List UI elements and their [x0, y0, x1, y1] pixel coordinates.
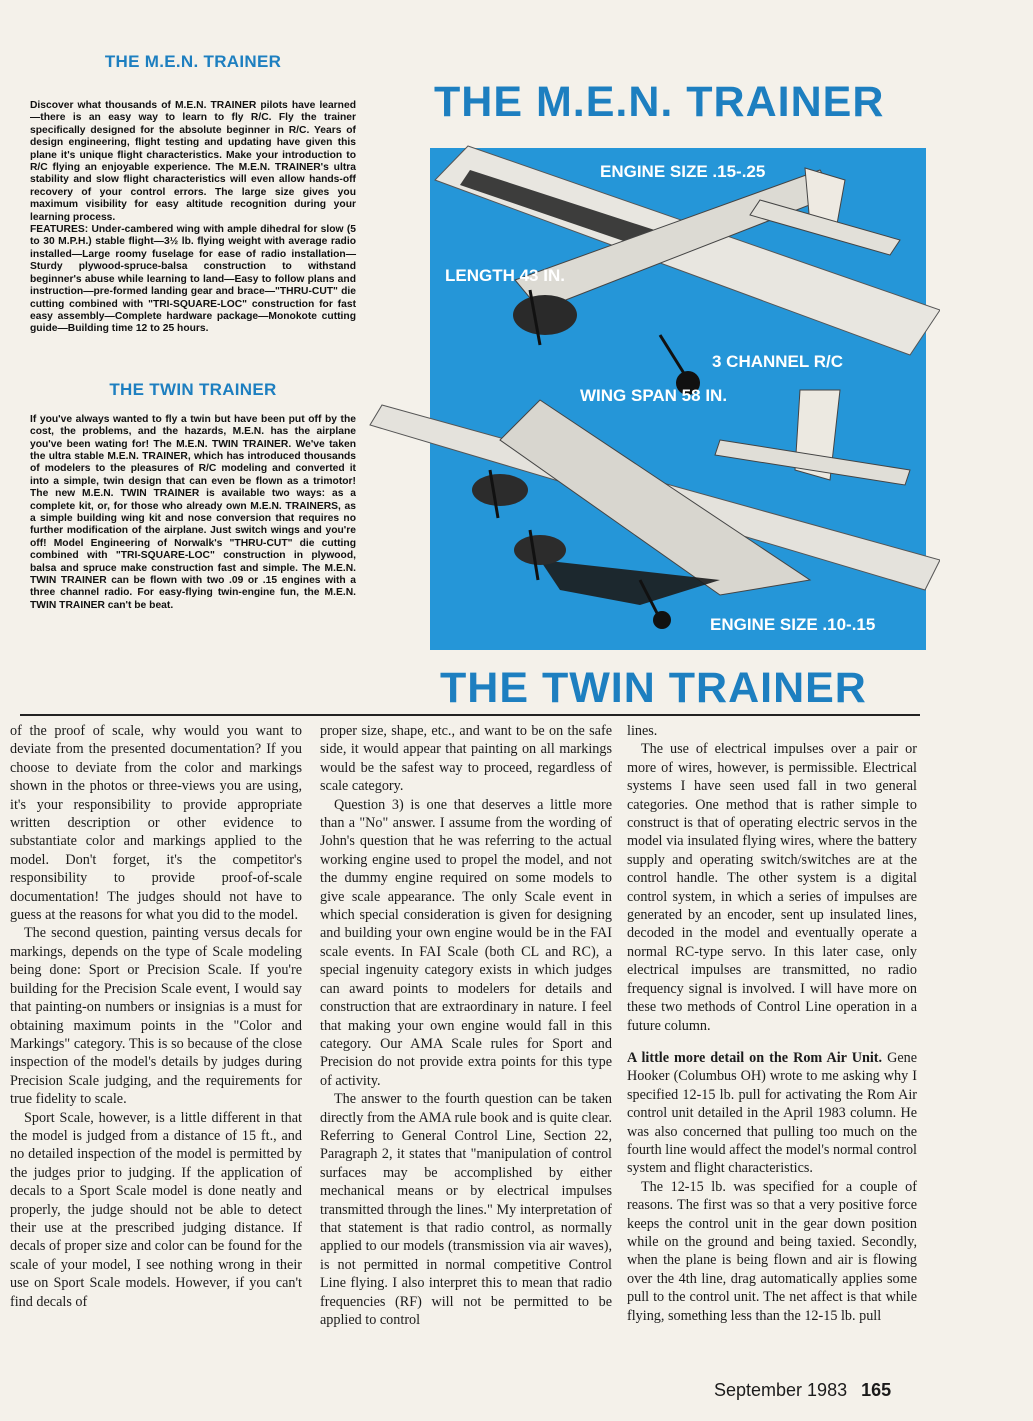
paragraph: The second question, painting versus decals for markings, depends on the type of Scale modeling being done: Sport or Precision Scale. If you're building for the Precision Scale event, I would say that painting-on numbers or insignias is a must for obtaining maximum points in the "Color and Markings" category. This is so because of the close inspection of the model's details by judges during Precision Scale judging, and the requirements for true fidelity to scale.	[10, 925, 302, 1108]
spec-length: LENGTH 43 IN.	[445, 266, 565, 285]
article-column-3	[627, 722, 917, 1325]
ad-title-twin: THE TWIN TRAINER	[440, 664, 867, 712]
article-column-1	[10, 722, 302, 1311]
spec-channels: 3 CHANNEL R/C	[712, 352, 843, 371]
ad-body-twin	[30, 414, 356, 613]
spec-engine-size-trainer: ENGINE SIZE .15-.25	[600, 162, 766, 181]
paragraph: The 12-15 lb. was specified for a couple of reasons. The first was so that a very positive force keeps the control unit in the gear down position while on the ground and being taxied. Secondly, when the plane is being flown and air is flowing over the 4th line, drag automatically applies some pull to the control unit. The net affect is that while flying, something less than the 12-15 lb. pull	[627, 1178, 917, 1324]
twin-trainer-airplane-image	[370, 390, 940, 629]
issue-date: September 1983	[714, 1380, 848, 1400]
ad-body-trainer	[30, 100, 356, 336]
section-subhead: A little more detail on the Rom Air Unit.	[627, 1049, 883, 1066]
paragraph: proper size, shape, etc., and want to be on the safe side, it would appear that painting on all markings would be the safest way to proceed, regardless of scale category.	[320, 723, 612, 795]
page-footer	[714, 1380, 891, 1401]
paragraph: The use of electrical impulses over a pair or more of wires, however, is permissible. Electrical systems I have seen used fall in two general categories. One method that is rather simple to construct is that of operating electric servos in the model via insulated flying wires, where the battery supply and operating switch/switches are at the control handle. The other system is a digital control system, in which a series of impulses are generated by an encoder, sent up insulated lines, decoded in the model and eventually operate a normal RC-type servo. In this later case, only electrical impulses are transmitted, no radio frequency signal is involved. I will have more on these two methods of Control Line operation in a future column.	[627, 741, 917, 1034]
ad-trainer-description: Discover what thousands of M.E.N. TRAINER pilots have learned—there is an easy way to learn to fly R/C. Fly the trainer specifically designed for the absolute beginner in R/C. Years of design engineering, flight testing and updating have given this plane it's unique flight characteristics. Make your introduction to R/C flying an enjoyable experience. The M.E.N. TRAINER's ultra stability and slow flight characteristics will even allow hands-off recovery of your control errors. The large size gives you maximum visibility for easy altitude recognition during your learning process.	[30, 100, 356, 223]
ad-text-column	[30, 52, 356, 612]
ad-twin-description: If you've always wanted to fly a twin but have been put off by the cost, the problems, and the hazards, M.E.N. has the airplane you've been wating for! The M.E.N. TWIN TRAINER. We've taken the ultra stable M.E.N. TRAINER, which has introduced thousands of modelers to the pleasures of R/C modeling and converted it into a simple, twin design that can even be flown as a trimotor! The new M.E.N. TWIN TRAINER is available two ways: as a complete kit, or, for those who already own M.E.N. TRAINERS, as a simple building wing kit and nose conversion that requires no further modification of the airplane. Just switch wings and you're off! Model Engineering of Norwalk's "THRU-CUT" die cutting combined with "TRI-SQUARE-LOC" construction in plywood, balsa and spruce make construction fast and simple. The M.E.N. TWIN TRAINER can be flown with two .09 or .15 engines with a three channel radio. For easy-flying twin-engine fun, the M.E.N. TWIN TRAINER can't be beat.	[30, 413, 356, 611]
spec-engine-size-twin: ENGINE SIZE .10-.15	[710, 615, 876, 634]
section-divider	[20, 714, 920, 716]
ad-heading-trainer: THE M.E.N. TRAINER	[104, 52, 282, 71]
paragraph: The answer to the fourth question can be taken directly from the AMA rule book and is quite clear. Referring to General Control Line, Section 22, Paragraph 2, it states that "manipulation of control surfaces may be accomplished by either mechanical means or by electrical impulses transmitted through the lines." My interpretation of that statement is that radio control, as normally applied to our models (transmission via air waves), is not permitted in normal competitive Control Line flying. I also interpret this to mean that radio frequencies (RF) will not be permitted to be applied to control	[320, 1091, 612, 1328]
paragraph: Question 3) is one that deserves a little more than a "No" answer. I assume from the wording of John's question that he was referring to the actual working engine used to propel the model, and not the dummy engine required on some models to give scale appearance. The only Scale event in which special consideration is given for designing and building your own engine would be in the FAI scale events. In FAI Scale (both CL and RC), a special ingenuity category exists in which judges can award points to modelers for details and construction that are extraordinary in nature. I feel that making your own engine would fall in this category. Our AMA Scale rules for Sport and Precision do not provide extra points for this type of activity.	[320, 796, 612, 1089]
paragraph: lines.	[627, 723, 658, 739]
paragraph: of the proof of scale, why would you want to deviate from the presented documentation? If you choose to deviate from the color and markings shown in the photos or three-views you are using, it's your responsibility to provide appropriate written description or other evidence to substantiate color and markings applied to the model. Don't forget, it's the competitor's responsibility to provide proof-of-scale documentation! The judges should not have to guess at the reasons for what you did to the model.	[10, 723, 302, 924]
ad-trainer-features: FEATURES: Under-cambered wing with ample dihedral for slow (5 to 30 M.P.H.) stable flight—3½ lb. flying weight with average radio installed—Large roomy fuselage for ease of radio installation—Sturdy plywood-spruce-balsa construction to withstand beginner's abuse while learning to land—Easy to follow plans and instruction—pre-formed landing gear and brace—"THRU-CUT" die cutting combined with "TRI-SQUARE-LOC" construction for fast easy assembly—Complete hardware package—Monokote cutting guide—Building time 12 to 25 hours.	[30, 224, 356, 335]
paragraph-with-subhead	[627, 1049, 917, 1178]
spec-wingspan: WING SPAN 58 IN.	[580, 386, 728, 405]
page-number: 165	[861, 1380, 892, 1400]
ad-title-trainer: THE M.E.N. TRAINER	[434, 78, 885, 126]
paragraph-text: Gene Hooker (Columbus OH) wrote to me asking why I specified 12-15 lb. pull for activating the Rom Air control unit detailed in the April 1983 column. He was also concerned that pulling too much on the fourth line would affect the model's normal control system and flight characteristics.	[627, 1049, 918, 1177]
ad-heading-twin: THE TWIN TRAINER	[109, 379, 277, 399]
article-column-2	[320, 722, 612, 1329]
paragraph: Sport Scale, however, is a little different in that the model is judged from a distance of 15 ft., and no detailed inspection of the model is permitted by the judges prior to judging. If the application of decals to a Sport Scale model is done neatly and properly, the judge should not be able to detect their use at the prescribed judging distance. If decals of proper size and color can be found for the scale of your model, I see nothing wrong in their use on Sport Scale models. However, if you can't find decals of	[10, 1109, 302, 1310]
